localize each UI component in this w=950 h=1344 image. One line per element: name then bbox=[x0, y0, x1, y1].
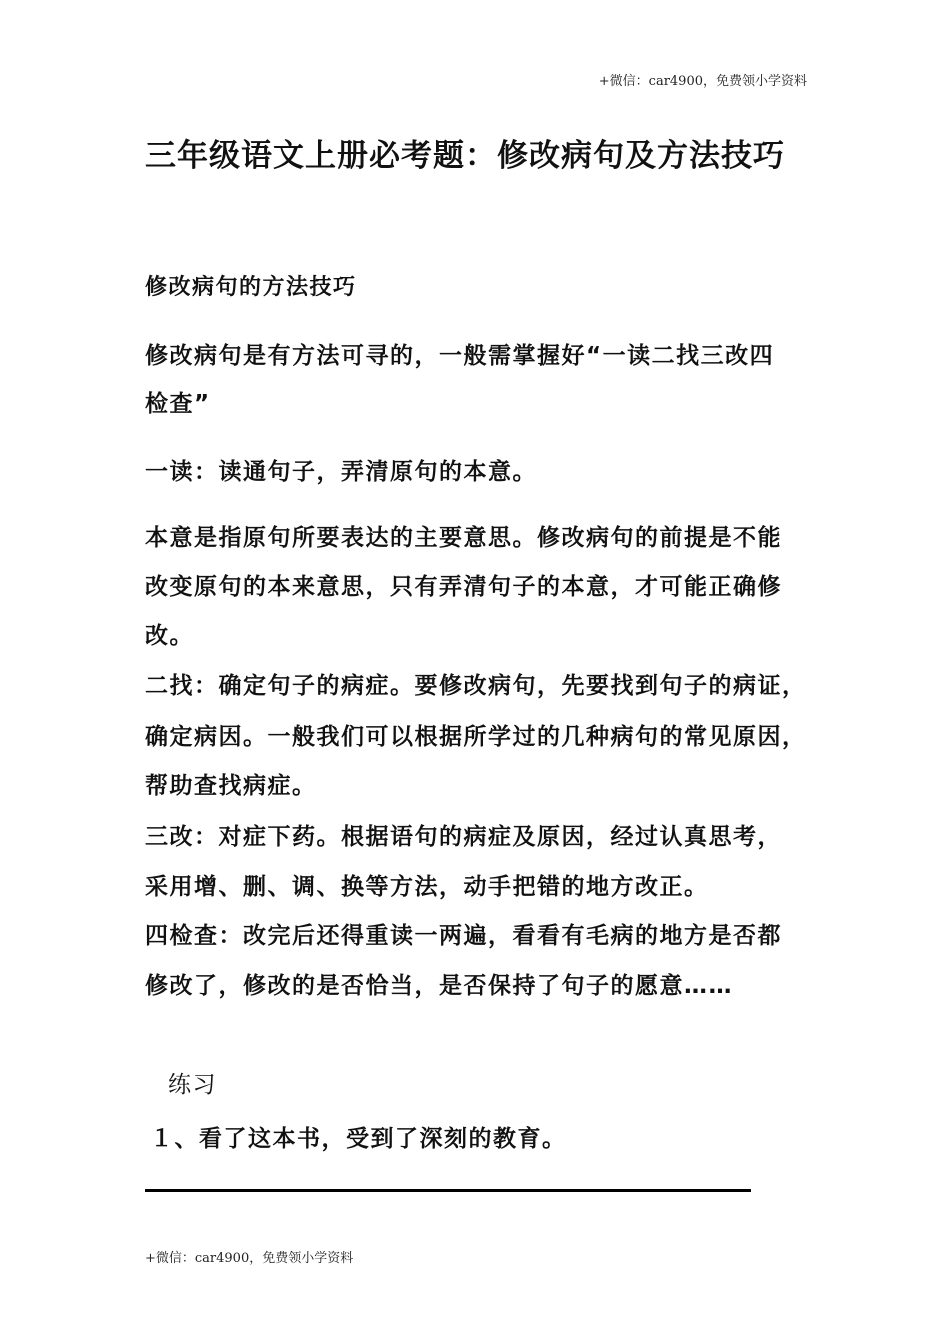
step1-detail-line-3: 改。 bbox=[145, 623, 194, 649]
practice-heading: 练习 bbox=[168, 1072, 217, 1098]
step4-line-1: 四检查：改完后还得重读一两遍，看看有毛病的地方是否都 bbox=[145, 923, 782, 949]
page-title: 三年级语文上册必考题：修改病句及方法技巧 bbox=[145, 138, 785, 174]
header-note: +微信：car4900，免费领小学资料 bbox=[598, 74, 807, 89]
step3-line-2: 采用增、删、调、换等方法，动手把错的地方改正。 bbox=[145, 874, 709, 900]
step4-line-2: 修改了，修改的是否恰当，是否保持了句子的愿意…… bbox=[145, 973, 733, 999]
step1-detail-line-2: 改变原句的本来意思，只有弄清句子的本意，才可能正确修 bbox=[145, 574, 782, 600]
answer-line bbox=[145, 1189, 751, 1192]
step1-detail-line-1: 本意是指原句所要表达的主要意思。修改病句的前提是不能 bbox=[145, 525, 782, 551]
step3-line-1: 三改：对症下药。根据语句的病症及原因，经过认真思考， bbox=[145, 824, 782, 850]
step1-heading: 一读：读通句子，弄清原句的本意。 bbox=[145, 459, 537, 485]
step2-line-2: 确定病因。一般我们可以根据所学过的几种病句的常见原因， bbox=[145, 724, 807, 750]
intro-line-1: 修改病句是有方法可寻的，一般需掌握好“一读二找三改四 bbox=[145, 343, 775, 369]
footer-note: +微信：car4900，免费领小学资料 bbox=[145, 1251, 354, 1266]
step2-line-1: 二找：确定句子的病症。要修改病句，先要找到句子的病证， bbox=[145, 673, 807, 699]
section-heading: 修改病句的方法技巧 bbox=[145, 275, 357, 300]
intro-line-2: 检查” bbox=[145, 391, 211, 417]
exercise-1: １、看了这本书，受到了深刻的教育。 bbox=[150, 1126, 567, 1152]
step2-line-3: 帮助查找病症。 bbox=[145, 773, 317, 799]
